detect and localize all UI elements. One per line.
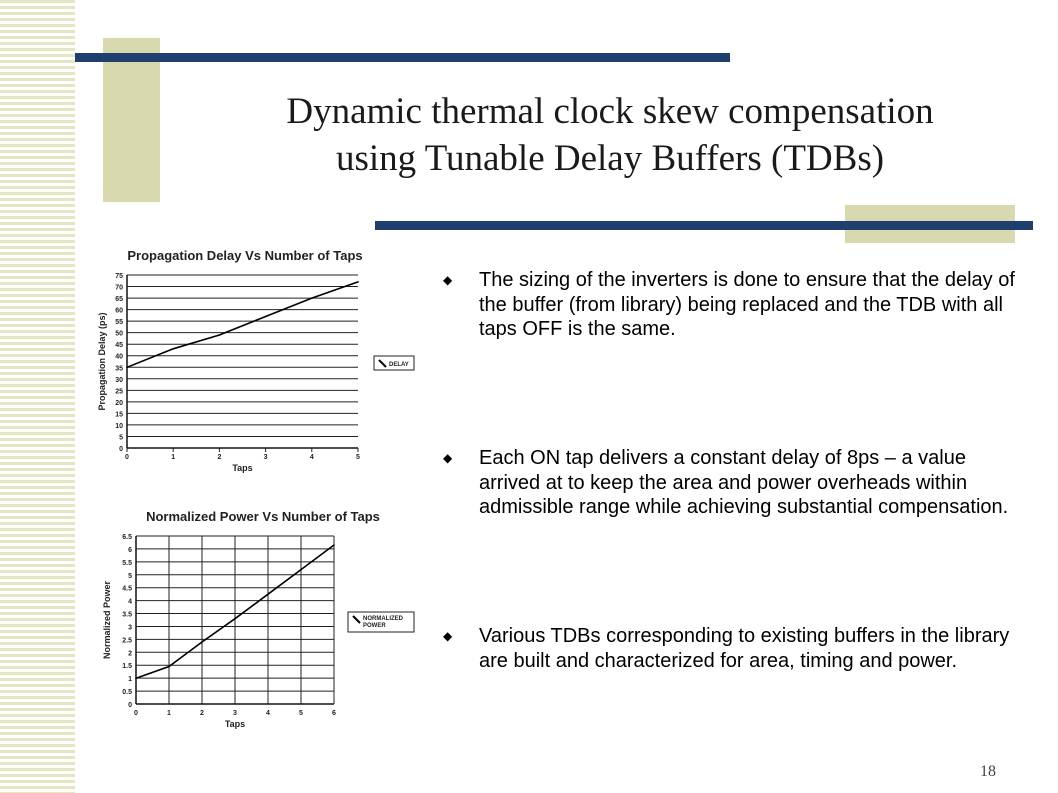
y-axis-label: Propagation Delay (ps) [97, 312, 107, 411]
data-point [168, 666, 170, 668]
data-point [267, 593, 269, 595]
x-tick-label: 4 [266, 710, 270, 717]
y-tick-label: 35 [115, 365, 123, 373]
title-line-2: using Tunable Delay Buffers (TDBs) [335, 138, 885, 179]
bullet-item [443, 268, 1023, 342]
diamond-bullet-icon: ◆ [443, 273, 453, 287]
bullet-text: The sizing of the inverters is done to ensure that the delay of the buffer (from library) being replaced and the TDB with all taps OFF is the same. [479, 269, 1015, 340]
y-tick-label: 10 [115, 422, 123, 430]
y-tick-label: 2 [128, 650, 132, 658]
x-tick-label: 1 [171, 454, 176, 461]
y-tick-label: 20 [115, 399, 123, 407]
chart-title: Normalized Power Vs Number of Taps [146, 509, 380, 524]
diamond-bullet-icon: ◆ [443, 629, 453, 643]
y-tick-label: 5 [128, 572, 132, 580]
y-tick-label: 1 [128, 676, 132, 684]
x-tick-label: 0 [125, 454, 129, 461]
x-tick-label: 2 [217, 454, 222, 461]
y-tick-label: 3.5 [122, 611, 132, 619]
bullet-item [443, 624, 1023, 673]
page-number: 18 [980, 763, 996, 780]
diamond-bullet-icon: ◆ [443, 451, 453, 465]
title-line-1: Dynamic thermal clock skew compensation [286, 91, 934, 132]
y-tick-label: 3 [128, 624, 132, 632]
x-tick-label: 1 [167, 710, 171, 717]
data-point [333, 544, 335, 546]
y-tick-label: 15 [115, 411, 123, 419]
x-tick-label: 2 [200, 710, 204, 717]
y-tick-label: 4 [128, 598, 132, 606]
legend-label: POWER [363, 623, 386, 629]
y-tick-label: 1.5 [122, 663, 132, 671]
y-tick-label: 75 [115, 273, 123, 280]
x-axis-label: Taps [232, 463, 253, 473]
x-tick-label: 5 [356, 454, 360, 461]
legend-label: NORMALIZED [363, 616, 403, 622]
y-tick-label: 30 [115, 376, 123, 384]
chart-title: Propagation Delay Vs Number of Taps [127, 248, 363, 263]
y-axis-label: Normalized Power [102, 580, 112, 660]
y-tick-label: 70 [115, 284, 123, 292]
y-tick-label: 5 [119, 434, 123, 442]
data-point [234, 618, 236, 620]
y-tick-label: 40 [115, 353, 123, 361]
bullet-text: Various TDBs corresponding to existing buffers in the library are built and characterized for area, timing and power. [479, 625, 1010, 672]
y-tick-label: 60 [115, 307, 123, 315]
y-tick-label: 65 [115, 296, 123, 304]
bullet-text: Each ON tap delivers a constant delay of 8ps – a value arrived at to keep the area and power overheads within admissible range while achieving substantial compensation. [479, 447, 1009, 518]
data-point [201, 641, 203, 643]
y-tick-label: 6.5 [122, 534, 132, 541]
y-tick-label: 55 [115, 319, 123, 327]
x-tick-label: 3 [263, 454, 268, 461]
x-tick-label: 0 [134, 710, 138, 717]
y-tick-label: 0.5 [122, 689, 132, 697]
y-tick-label: 5.5 [122, 559, 132, 567]
y-tick-label: 25 [115, 388, 123, 396]
x-tick-label: 5 [299, 710, 303, 717]
data-point [300, 569, 302, 571]
y-tick-label: 0 [128, 702, 132, 709]
y-tick-label: 50 [115, 330, 123, 338]
y-tick-label: 45 [115, 342, 123, 350]
x-tick-label: 6 [332, 710, 336, 717]
data-point [135, 677, 137, 679]
chart2-group [102, 509, 414, 729]
y-tick-label: 4.5 [122, 585, 132, 593]
x-tick-label: 3 [233, 710, 237, 717]
legend-label: DELAY [389, 362, 409, 368]
x-tick-label: 4 [309, 454, 314, 461]
y-tick-label: 2.5 [122, 637, 132, 645]
bullet-item [443, 446, 1023, 520]
x-axis-label: Taps [224, 719, 246, 729]
y-tick-label: 0 [119, 446, 123, 453]
y-tick-label: 6 [128, 546, 132, 554]
